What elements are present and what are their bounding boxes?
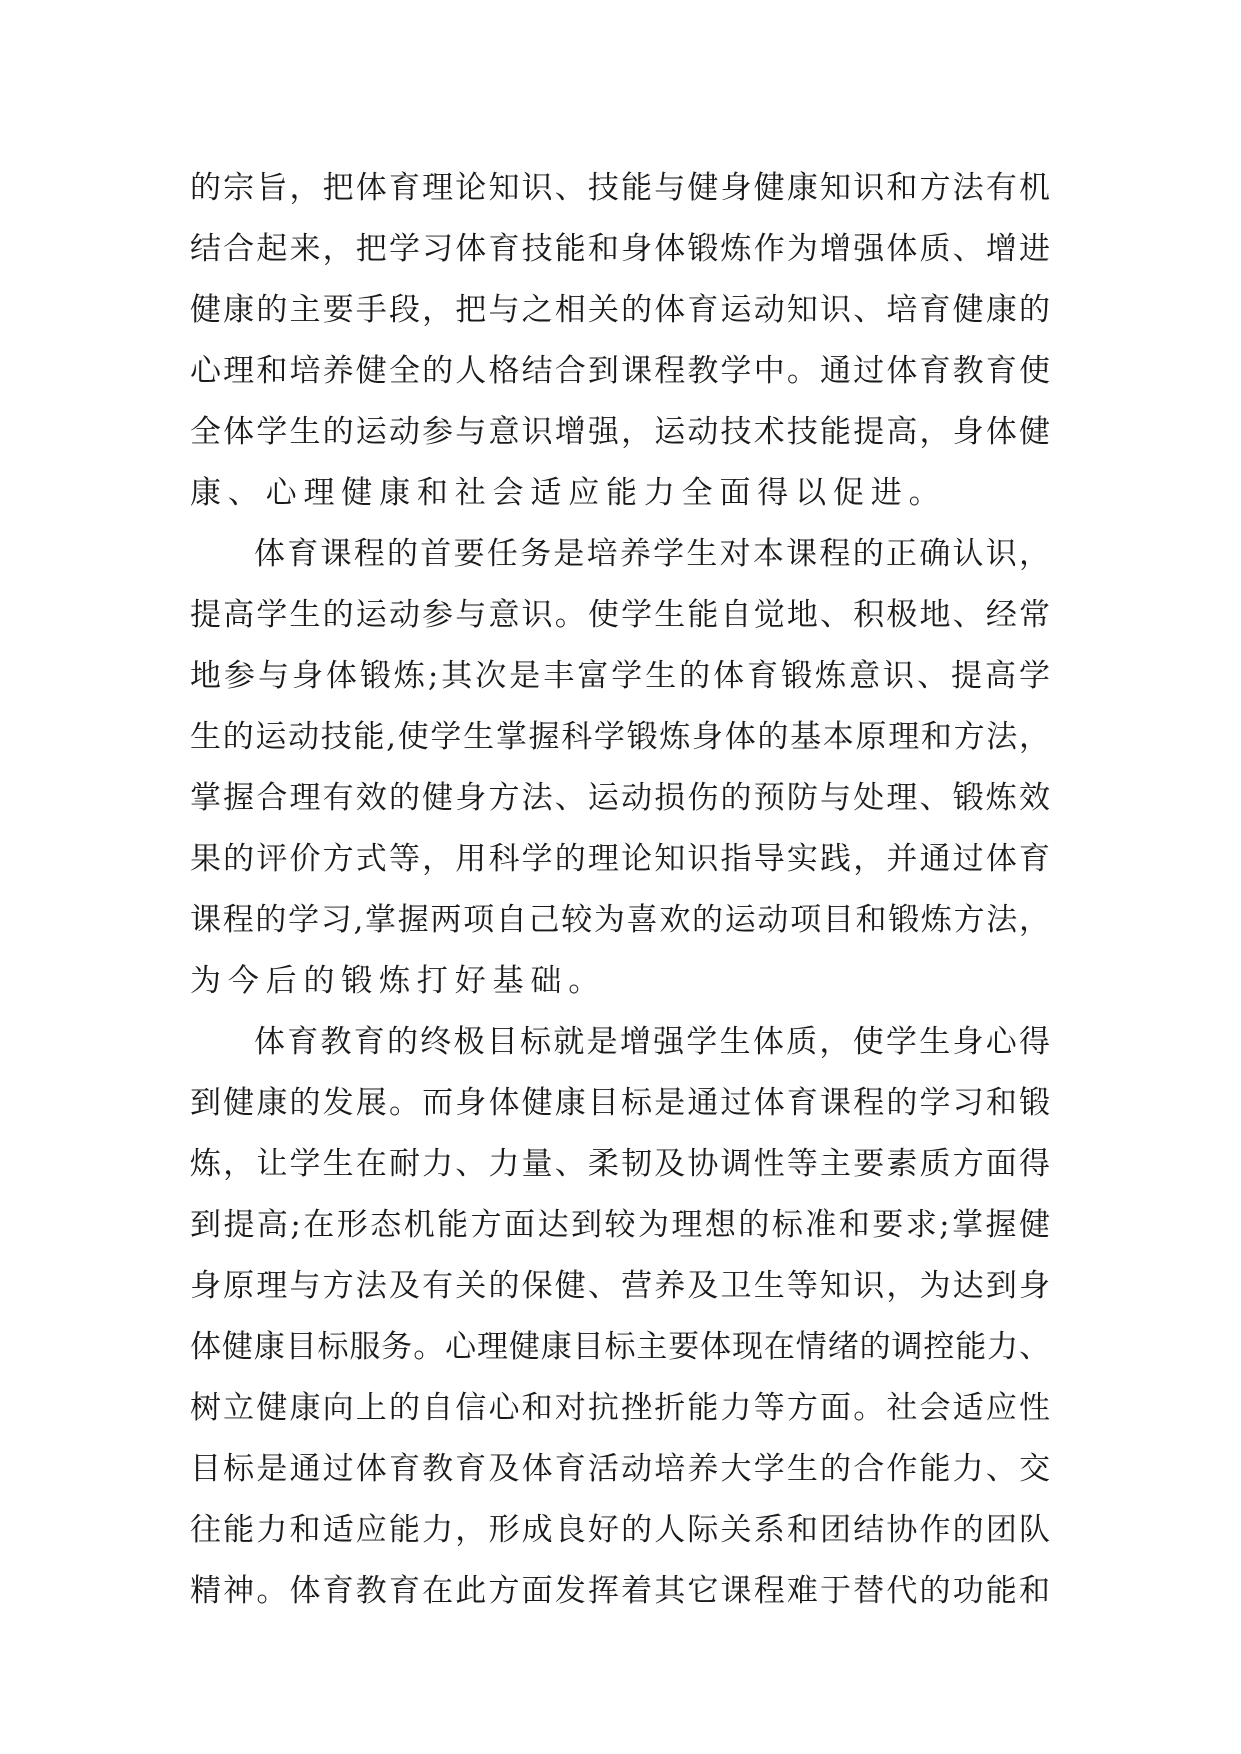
- text-line: 身原理与方法及有关的保健、营养及卫生等知识，为达到身: [190, 1268, 1050, 1304]
- text-line: 炼，让学生在耐力、力量、柔韧及协调性等主要素质方面得: [190, 1146, 1050, 1182]
- paragraph-2: [190, 524, 1050, 1012]
- text-line: 掌握合理有效的健身方法、运动损伤的预防与处理、锻炼效: [190, 780, 1050, 816]
- paragraph-3: [190, 1012, 1050, 1622]
- text-line: 目标是通过体育教育及体育活动培养大学生的合作能力、交: [190, 1451, 1050, 1487]
- text-line: 体育教育的终极目标就是增强学生体质，使学生身心得: [254, 1024, 1050, 1060]
- text-line: 心理和培养健全的人格结合到课程教学中。通过体育教育使: [190, 353, 1050, 389]
- text-line: 提高学生的运动参与意识。使学生能自觉地、积极地、经常: [190, 597, 1050, 633]
- text-line: 到健康的发展。而身体健康目标是通过体育课程的学习和锻: [190, 1085, 1050, 1121]
- text-line: 体育课程的首要任务是培养学生对本课程的正确认识，: [254, 536, 1050, 572]
- text-line: 课程的学习,掌握两项自己较为喜欢的运动项目和锻炼方法，: [190, 902, 1050, 938]
- text-line: 为今后的锻炼打好基础。: [190, 963, 607, 999]
- text-line: 到提高;在形态机能方面达到较为理想的标准和要求;掌握健: [190, 1207, 1050, 1243]
- text-line: 果的评价方式等，用科学的理论知识指导实践，并通过体育: [190, 841, 1050, 877]
- text-line: 树立健康向上的自信心和对抗挫折能力等方面。社会适应性: [190, 1390, 1050, 1426]
- text-line: 康、心理健康和社会适应能力全面得以促进。: [190, 475, 947, 511]
- text-line: 地参与身体锻炼;其次是丰富学生的体育锻炼意识、提高学: [190, 658, 1050, 694]
- text-line: 的宗旨，把体育理论知识、技能与健身健康知识和方法有机: [190, 170, 1050, 206]
- text-line: 往能力和适应能力，形成良好的人际关系和团结协作的团队: [190, 1512, 1050, 1548]
- paragraph-1: [190, 158, 1050, 524]
- text-line: 生的运动技能,使学生掌握科学锻炼身体的基本原理和方法，: [190, 719, 1050, 755]
- body-text: [190, 158, 1050, 1622]
- text-line: 健康的主要手段，把与之相关的体育运动知识、培育健康的: [190, 292, 1050, 328]
- text-line: 体健康目标服务。心理健康目标主要体现在情绪的调控能力、: [190, 1329, 1050, 1365]
- text-line: 精神。体育教育在此方面发挥着其它课程难于替代的功能和: [190, 1573, 1050, 1609]
- text-line: 结合起来，把学习体育技能和身体锻炼作为增强体质、增进: [190, 231, 1050, 267]
- text-line: 全体学生的运动参与意识增强，运动技术技能提高，身体健: [190, 414, 1050, 450]
